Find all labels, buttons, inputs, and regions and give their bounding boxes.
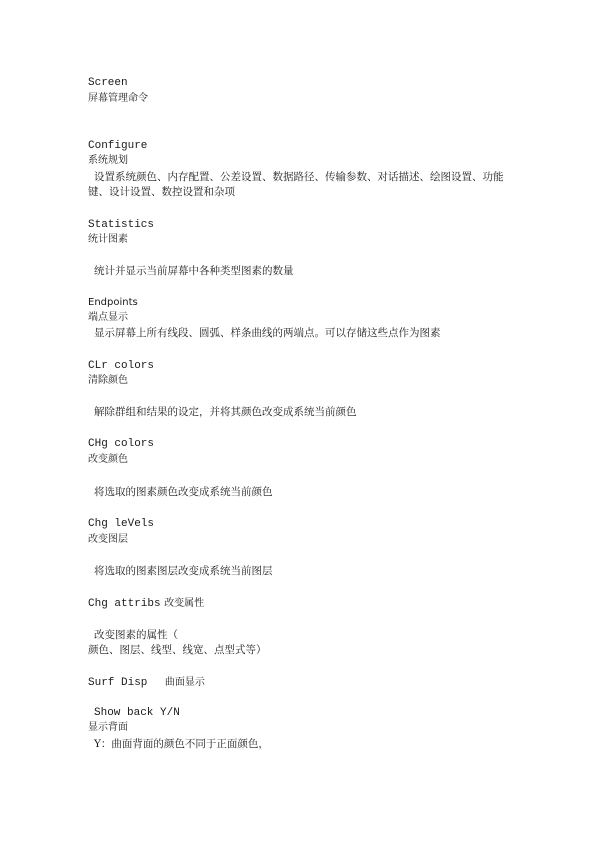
chg-colors-command: CHg colors bbox=[88, 438, 155, 450]
statistics-command: Statistics bbox=[88, 219, 155, 231]
chg-attribs-title: 改变属性 bbox=[164, 598, 205, 609]
chg-levels-command: Chg leVels bbox=[88, 518, 155, 530]
endpoints-command: Endpoints bbox=[88, 297, 138, 308]
chg-attribs-description-line1: 改变图素的属性（ bbox=[94, 629, 178, 641]
surf-disp-title: 曲面显示 bbox=[164, 677, 205, 688]
screen-command: Screen bbox=[88, 77, 128, 89]
show-back-command: Show back Y/N bbox=[94, 707, 180, 719]
chg-colors-description: 将选取的图素颜色改变成系统当前颜色 bbox=[94, 486, 273, 498]
chg-colors-title: 改变颜色 bbox=[88, 454, 128, 465]
chg-attribs-heading bbox=[88, 596, 204, 611]
statistics-title: 统计图素 bbox=[88, 234, 128, 245]
configure-command: Configure bbox=[88, 140, 148, 152]
screen-title: 屏幕管理命令 bbox=[88, 93, 148, 104]
configure-title: 系统规划 bbox=[88, 155, 128, 166]
show-back-title: 显示背面 bbox=[88, 722, 128, 733]
surf-disp-heading bbox=[88, 675, 205, 690]
configure-description-line2: 键、设计设置、数控设置和杂项 bbox=[88, 186, 235, 198]
show-back-description: Y：曲面背面的颜色不同于正面颜色， bbox=[94, 738, 269, 750]
chg-levels-description: 将选取的图素图层改变成系统当前图层 bbox=[94, 565, 273, 577]
endpoints-description: 显示屏幕上所有线段、圆弧、样条曲线的两端点。可以存储这些点作为图素 bbox=[94, 327, 441, 339]
clr-colors-title: 清除颜色 bbox=[88, 375, 128, 386]
chg-levels-title: 改变图层 bbox=[88, 534, 128, 545]
clr-colors-description: 解除群组和结果的设定，并将其颜色改变成系统当前颜色 bbox=[94, 406, 357, 418]
statistics-description: 统计并显示当前屏幕中各种类型图素的数量 bbox=[94, 265, 294, 277]
chg-attribs-command: Chg attribs bbox=[88, 598, 161, 610]
endpoints-title: 端点显示 bbox=[88, 312, 128, 323]
clr-colors-command: CLr colors bbox=[88, 360, 155, 372]
surf-disp-command: Surf Disp bbox=[88, 677, 148, 689]
configure-description-line1: 设置系统颜色、内存配置、公差设置、数据路径、传输参数、对话描述、绘图设置、功能 bbox=[94, 171, 504, 183]
chg-attribs-description-line2: 颜色、图层、线型、线宽、点型式等） bbox=[88, 644, 267, 656]
